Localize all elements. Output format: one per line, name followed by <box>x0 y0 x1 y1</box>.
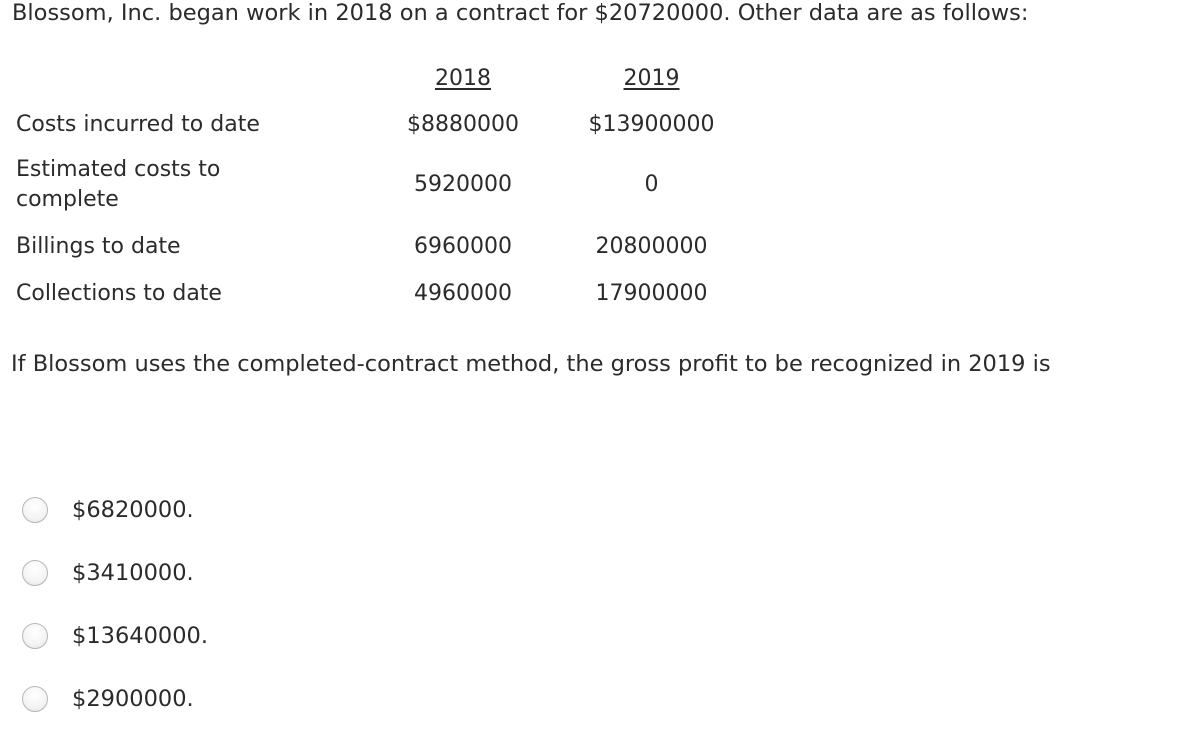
option-label[interactable]: $6820000. <box>72 496 194 523</box>
answer-option[interactable] <box>22 667 208 730</box>
value-2018: 5920000 <box>414 172 512 197</box>
radio-button[interactable] <box>22 560 48 586</box>
value-2019: 20800000 <box>595 233 708 259</box>
answer-option[interactable] <box>22 541 208 604</box>
value-2019: 17900000 <box>595 280 708 306</box>
table-row <box>16 94 729 154</box>
value-2019: $13900000 <box>588 111 715 137</box>
row-label: Costs incurred to date <box>16 111 260 137</box>
table-row <box>16 216 729 276</box>
answer-option[interactable] <box>22 478 208 541</box>
radio-button[interactable] <box>22 497 48 523</box>
option-label[interactable]: $3410000. <box>72 559 194 586</box>
row-label <box>16 154 352 216</box>
header-2019: 2019 <box>623 65 680 91</box>
answer-option[interactable] <box>22 604 208 667</box>
table-header-row <box>16 62 729 94</box>
header-2018: 2018 <box>435 65 491 91</box>
row-label: Billings to date <box>16 233 181 259</box>
value-2019: 0 <box>644 172 659 197</box>
header-blank <box>16 62 352 94</box>
row-label: Collections to date <box>16 280 222 306</box>
table-row <box>16 154 729 216</box>
radio-button[interactable] <box>22 686 48 712</box>
value-2018: 6960000 <box>414 233 512 259</box>
value-2018: $8880000 <box>407 111 519 137</box>
question-text: If Blossom uses the completed-contract method, the gross profit to be recognized in 2019 is <box>11 351 1051 377</box>
row-label-text: Estimated costs to complete <box>16 157 221 212</box>
option-label[interactable]: $13640000. <box>72 622 208 649</box>
table-row <box>16 276 729 310</box>
option-label[interactable]: $2900000. <box>72 685 194 712</box>
answer-options <box>22 478 208 730</box>
contract-data-table <box>16 62 729 310</box>
problem-intro: Blossom, Inc. began work in 2018 on a contract for $20720000. Other data are as follows: <box>12 0 1029 26</box>
value-2018: 4960000 <box>414 280 512 306</box>
radio-button[interactable] <box>22 623 48 649</box>
